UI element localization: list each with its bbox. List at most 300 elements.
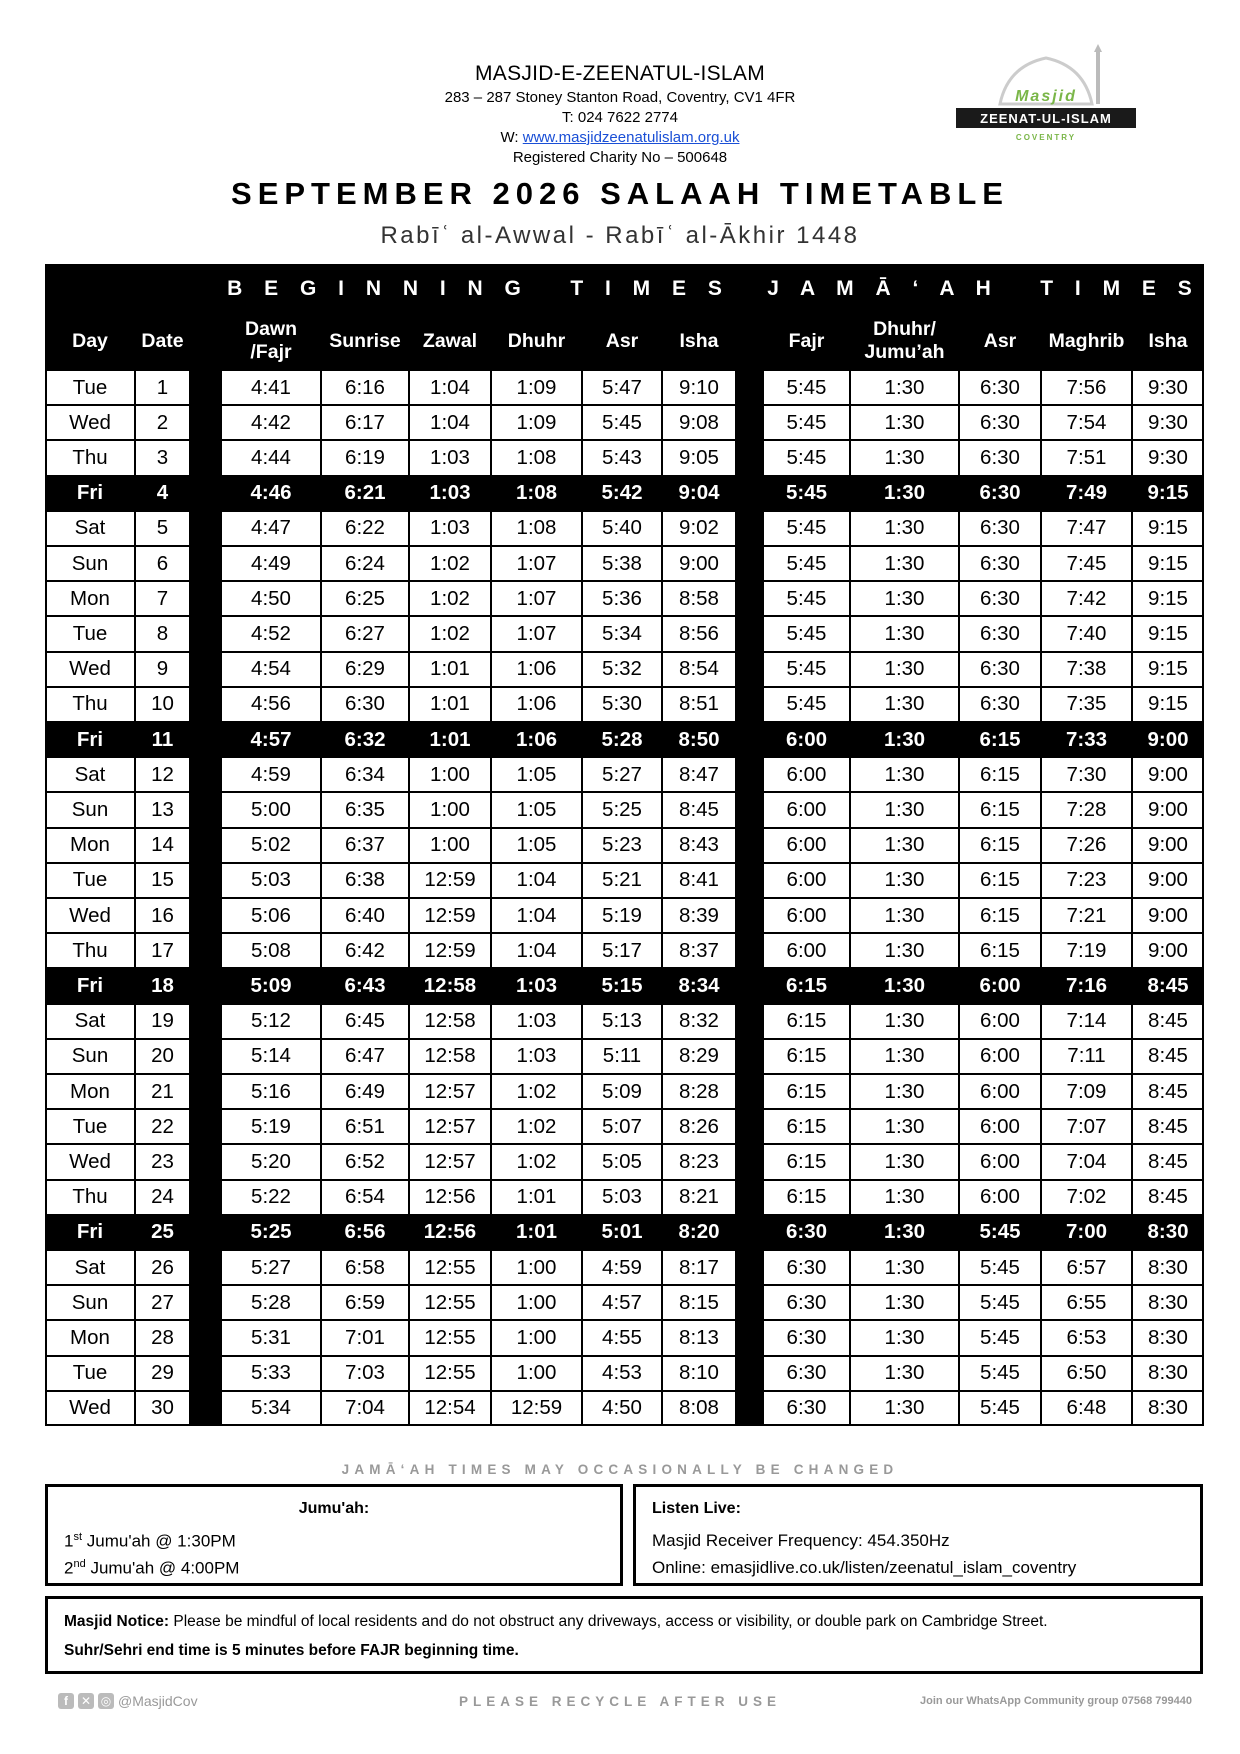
time-cell: 7:21	[1041, 898, 1132, 933]
jumuah-title: Jumu'ah:	[298, 1500, 370, 1517]
time-cell: 1:30	[850, 1144, 959, 1179]
time-cell: 4:47	[221, 511, 321, 546]
jumuah-first-num: 1	[64, 1531, 74, 1551]
time-cell: 8:10	[662, 1356, 736, 1391]
time-cell: 9:00	[1132, 757, 1204, 792]
row-day: Fri	[45, 722, 135, 757]
col-header-11: Maghrib	[1041, 312, 1132, 370]
time-cell: 6:34	[321, 757, 409, 792]
time-cell: 7:19	[1041, 933, 1132, 968]
time-cell: 12:56	[409, 1180, 491, 1215]
row-day: Wed	[45, 652, 135, 687]
time-cell: 6:30	[959, 546, 1041, 581]
time-cell: 7:23	[1041, 863, 1132, 898]
time-cell: 7:40	[1041, 616, 1132, 651]
time-cell: 5:38	[582, 546, 662, 581]
time-cell: 6:52	[321, 1144, 409, 1179]
time-cell: 5:45	[959, 1356, 1041, 1391]
time-cell: 6:00	[959, 1144, 1041, 1179]
time-cell: 9:04	[662, 476, 736, 511]
listen-online: Online: emasjidlive.co.uk/listen/zeenatul_islam_coventry	[652, 1558, 1077, 1577]
listen-frequency: Masjid Receiver Frequency: 454.350Hz	[652, 1531, 950, 1550]
mosque-name: MASJID-E-ZEENATUL-ISLAM	[474, 62, 766, 85]
time-cell: 5:45	[763, 546, 850, 581]
row-date: 23	[135, 1144, 190, 1179]
time-cell: 7:11	[1041, 1039, 1132, 1074]
time-cell: 12:58	[409, 1039, 491, 1074]
time-cell: 4:55	[582, 1320, 662, 1355]
col-header-3: Sunrise	[321, 312, 409, 370]
time-cell: 1:30	[850, 440, 959, 475]
time-cell: 6:24	[321, 546, 409, 581]
time-cell: 5:25	[582, 792, 662, 827]
time-cell: 7:42	[1041, 581, 1132, 616]
time-cell: 7:38	[1041, 652, 1132, 687]
time-cell: 12:58	[409, 1004, 491, 1039]
time-cell: 8:51	[662, 687, 736, 722]
time-cell: 5:45	[763, 616, 850, 651]
time-cell: 8:23	[662, 1144, 736, 1179]
time-cell: 1:00	[491, 1356, 582, 1391]
group-beginning-times: B E G I N N I N G T I M E S	[221, 264, 736, 312]
time-cell: 7:30	[1041, 757, 1132, 792]
time-cell: 8:29	[662, 1039, 736, 1074]
time-cell: 8:45	[1132, 1109, 1204, 1144]
time-cell: 7:56	[1041, 370, 1132, 405]
time-cell: 1:06	[491, 687, 582, 722]
row-date: 30	[135, 1391, 190, 1426]
time-cell: 9:00	[1132, 898, 1204, 933]
time-cell: 6:30	[763, 1320, 850, 1355]
row-day: Sat	[45, 1250, 135, 1285]
time-cell: 8:39	[662, 898, 736, 933]
time-cell: 5:45	[763, 687, 850, 722]
col-header-8: Fajr	[763, 312, 850, 370]
time-cell: 7:03	[321, 1356, 409, 1391]
time-cell: 5:45	[959, 1391, 1041, 1426]
time-cell: 5:11	[582, 1039, 662, 1074]
time-cell: 6:59	[321, 1285, 409, 1320]
jumuah-second-num: 2	[64, 1558, 74, 1578]
time-cell: 4:50	[582, 1391, 662, 1426]
time-cell: 6:30	[959, 687, 1041, 722]
time-cell: 4:57	[221, 722, 321, 757]
col-header-5: Dhuhr	[491, 312, 582, 370]
time-cell: 1:03	[409, 440, 491, 475]
time-cell: 5:19	[582, 898, 662, 933]
time-cell: 6:15	[763, 968, 850, 1003]
time-cell: 6:00	[763, 792, 850, 827]
time-cell: 6:37	[321, 828, 409, 863]
time-cell: 1:30	[850, 1039, 959, 1074]
time-cell: 1:30	[850, 1250, 959, 1285]
time-cell: 8:20	[662, 1215, 736, 1250]
time-cell: 8:47	[662, 757, 736, 792]
time-cell: 8:32	[662, 1004, 736, 1039]
row-day: Thu	[45, 440, 135, 475]
row-date: 17	[135, 933, 190, 968]
time-cell: 6:15	[763, 1144, 850, 1179]
time-cell: 1:30	[850, 511, 959, 546]
row-day: Mon	[45, 828, 135, 863]
time-cell: 4:59	[221, 757, 321, 792]
time-cell: 7:14	[1041, 1004, 1132, 1039]
col-header-4: Zawal	[409, 312, 491, 370]
time-cell: 5:25	[221, 1215, 321, 1250]
time-cell: 7:45	[1041, 546, 1132, 581]
row-date: 9	[135, 652, 190, 687]
row-date: 7	[135, 581, 190, 616]
time-cell: 6:43	[321, 968, 409, 1003]
row-date: 8	[135, 616, 190, 651]
recycle-note: PLEASE RECYCLE AFTER USE	[458, 1694, 782, 1709]
time-cell: 1:08	[491, 476, 582, 511]
group-spacer-left	[190, 264, 221, 1426]
time-cell: 8:45	[1132, 1074, 1204, 1109]
row-date: 27	[135, 1285, 190, 1320]
time-cell: 4:50	[221, 581, 321, 616]
time-cell: 6:30	[959, 616, 1041, 651]
time-cell: 5:33	[221, 1356, 321, 1391]
time-cell: 6:16	[321, 370, 409, 405]
row-date: 11	[135, 722, 190, 757]
time-cell: 1:30	[850, 581, 959, 616]
row-day: Fri	[45, 968, 135, 1003]
time-cell: 6:00	[763, 757, 850, 792]
time-cell: 6:00	[959, 1004, 1041, 1039]
time-cell: 5:05	[582, 1144, 662, 1179]
time-cell: 1:03	[409, 511, 491, 546]
time-cell: 8:28	[662, 1074, 736, 1109]
jamaah-change-note: JAMĀ‘AH TIMES MAY OCCASIONALLY BE CHANGED	[341, 1462, 899, 1477]
time-cell: 5:12	[221, 1004, 321, 1039]
instagram-icon: ◎	[98, 1693, 114, 1709]
time-cell: 6:15	[763, 1180, 850, 1215]
time-cell: 5:09	[221, 968, 321, 1003]
row-date: 1	[135, 370, 190, 405]
time-cell: 9:10	[662, 370, 736, 405]
time-cell: 6:54	[321, 1180, 409, 1215]
time-cell: 9:30	[1132, 370, 1204, 405]
time-cell: 1:04	[491, 933, 582, 968]
time-cell: 12:55	[409, 1250, 491, 1285]
time-cell: 6:32	[321, 722, 409, 757]
x-icon: ✕	[78, 1693, 94, 1709]
time-cell: 6:30	[763, 1215, 850, 1250]
time-cell: 1:03	[491, 1039, 582, 1074]
time-cell: 6:58	[321, 1250, 409, 1285]
time-cell: 6:25	[321, 581, 409, 616]
time-cell: 5:07	[582, 1109, 662, 1144]
col-header-1: Date	[135, 312, 190, 370]
row-day: Mon	[45, 1074, 135, 1109]
time-cell: 12:55	[409, 1320, 491, 1355]
time-cell: 1:30	[850, 370, 959, 405]
time-cell: 5:15	[582, 968, 662, 1003]
time-cell: 1:07	[491, 581, 582, 616]
time-cell: 5:20	[221, 1144, 321, 1179]
row-date: 4	[135, 476, 190, 511]
time-cell: 6:00	[959, 968, 1041, 1003]
time-cell: 7:35	[1041, 687, 1132, 722]
time-cell: 6:00	[959, 1180, 1041, 1215]
time-cell: 6:00	[763, 933, 850, 968]
time-cell: 9:15	[1132, 581, 1204, 616]
time-cell: 7:02	[1041, 1180, 1132, 1215]
time-cell: 1:30	[850, 933, 959, 968]
time-cell: 1:30	[850, 792, 959, 827]
time-cell: 8:17	[662, 1250, 736, 1285]
time-cell: 6:38	[321, 863, 409, 898]
row-day: Mon	[45, 1320, 135, 1355]
row-day: Sat	[45, 511, 135, 546]
facebook-icon: f	[58, 1693, 74, 1709]
time-cell: 5:30	[582, 687, 662, 722]
time-cell: 12:55	[409, 1285, 491, 1320]
time-cell: 9:15	[1132, 652, 1204, 687]
time-cell: 5:34	[582, 616, 662, 651]
listen-title: Listen Live:	[652, 1500, 741, 1517]
time-cell: 4:59	[582, 1250, 662, 1285]
time-cell: 1:01	[409, 687, 491, 722]
time-cell: 6:27	[321, 616, 409, 651]
time-cell: 1:07	[491, 616, 582, 651]
time-cell: 5:27	[221, 1250, 321, 1285]
time-cell: 8:30	[1132, 1285, 1204, 1320]
time-cell: 9:02	[662, 511, 736, 546]
time-cell: 1:05	[491, 828, 582, 863]
time-cell: 6:15	[959, 898, 1041, 933]
time-cell: 6:30	[959, 440, 1041, 475]
time-cell: 6:15	[763, 1004, 850, 1039]
time-cell: 6:30	[763, 1391, 850, 1426]
time-cell: 1:30	[850, 968, 959, 1003]
time-cell: 1:30	[850, 722, 959, 757]
time-cell: 6:30	[959, 405, 1041, 440]
time-cell: 9:00	[1132, 722, 1204, 757]
row-day: Tue	[45, 616, 135, 651]
jumuah-first-sup: st	[73, 1531, 83, 1543]
row-date: 20	[135, 1039, 190, 1074]
timetable	[45, 264, 1205, 1426]
time-cell: 7:49	[1041, 476, 1132, 511]
col-header-7: Isha	[662, 312, 736, 370]
logo-top-text: Masjid	[1015, 88, 1077, 105]
time-cell: 5:45	[959, 1285, 1041, 1320]
time-cell: 1:30	[850, 1215, 959, 1250]
time-cell: 4:41	[221, 370, 321, 405]
time-cell: 12:58	[409, 968, 491, 1003]
time-cell: 9:15	[1132, 511, 1204, 546]
social-handle-text: @MasjidCov	[118, 1693, 198, 1709]
website-link[interactable]: www.masjidzeenatulislam.org.uk	[522, 129, 740, 146]
notice-label: Masjid Notice:	[64, 1613, 170, 1630]
time-cell: 8:34	[662, 968, 736, 1003]
masjid-notice-box	[45, 1596, 1203, 1674]
whatsapp-note: Join our WhatsApp Community group 07568 799440	[919, 1695, 1192, 1707]
row-date: 12	[135, 757, 190, 792]
time-cell: 9:15	[1132, 476, 1204, 511]
time-cell: 5:03	[221, 863, 321, 898]
time-cell: 1:00	[409, 792, 491, 827]
time-cell: 9:05	[662, 440, 736, 475]
time-cell: 1:02	[491, 1074, 582, 1109]
time-cell: 6:30	[959, 370, 1041, 405]
time-cell: 8:37	[662, 933, 736, 968]
time-cell: 6:30	[763, 1356, 850, 1391]
time-cell: 6:00	[763, 863, 850, 898]
time-cell: 6:42	[321, 933, 409, 968]
time-cell: 1:30	[850, 546, 959, 581]
row-date: 2	[135, 405, 190, 440]
time-cell: 6:56	[321, 1215, 409, 1250]
time-cell: 6:45	[321, 1004, 409, 1039]
time-cell: 1:02	[491, 1109, 582, 1144]
time-cell: 6:30	[763, 1250, 850, 1285]
notice-line	[64, 1613, 1048, 1631]
row-date: 18	[135, 968, 190, 1003]
time-cell: 12:59	[491, 1391, 582, 1426]
time-cell: 1:02	[409, 546, 491, 581]
logo-main-text: ZEENAT-UL-ISLAM	[980, 111, 1112, 126]
time-cell: 6:00	[959, 1074, 1041, 1109]
time-cell: 1:04	[491, 863, 582, 898]
time-cell: 1:02	[409, 581, 491, 616]
time-cell: 4:46	[221, 476, 321, 511]
time-cell: 1:30	[850, 828, 959, 863]
time-cell: 5:01	[582, 1215, 662, 1250]
time-cell: 9:08	[662, 405, 736, 440]
time-cell: 6:35	[321, 792, 409, 827]
row-day: Fri	[45, 1215, 135, 1250]
time-cell: 12:55	[409, 1356, 491, 1391]
row-day: Sat	[45, 1004, 135, 1039]
time-cell: 8:30	[1132, 1215, 1204, 1250]
time-cell: 9:00	[1132, 792, 1204, 827]
row-date: 13	[135, 792, 190, 827]
time-cell: 4:49	[221, 546, 321, 581]
header	[0, 60, 1240, 170]
time-cell: 4:53	[582, 1356, 662, 1391]
row-day: Wed	[45, 1391, 135, 1426]
time-cell: 5:28	[582, 722, 662, 757]
time-cell: 6:30	[959, 476, 1041, 511]
time-cell: 1:01	[409, 652, 491, 687]
time-cell: 8:45	[1132, 1144, 1204, 1179]
time-cell: 6:22	[321, 511, 409, 546]
time-cell: 9:15	[1132, 687, 1204, 722]
time-cell: 1:30	[850, 687, 959, 722]
charity-number: Registered Charity No – 500648	[512, 149, 728, 166]
time-cell: 1:01	[409, 722, 491, 757]
time-cell: 7:00	[1041, 1215, 1132, 1250]
row-day: Sun	[45, 546, 135, 581]
time-cell: 6:15	[763, 1039, 850, 1074]
time-cell: 5:45	[582, 405, 662, 440]
time-cell: 7:09	[1041, 1074, 1132, 1109]
time-cell: 8:43	[662, 828, 736, 863]
time-cell: 7:33	[1041, 722, 1132, 757]
time-cell: 5:45	[763, 405, 850, 440]
time-cell: 6:29	[321, 652, 409, 687]
time-cell: 1:30	[850, 652, 959, 687]
time-cell: 1:08	[491, 440, 582, 475]
time-cell: 6:49	[321, 1074, 409, 1109]
time-cell: 6:30	[321, 687, 409, 722]
time-cell: 9:15	[1132, 546, 1204, 581]
row-date: 29	[135, 1356, 190, 1391]
time-cell: 12:57	[409, 1144, 491, 1179]
time-cell: 4:42	[221, 405, 321, 440]
time-cell: 5:14	[221, 1039, 321, 1074]
time-cell: 5:13	[582, 1004, 662, 1039]
time-cell: 12:56	[409, 1215, 491, 1250]
time-cell: 5:45	[763, 581, 850, 616]
time-cell: 5:32	[582, 652, 662, 687]
time-cell: 5:27	[582, 757, 662, 792]
jumuah-box	[45, 1484, 623, 1586]
listen-live-box	[633, 1484, 1203, 1586]
time-cell: 6:48	[1041, 1391, 1132, 1426]
website-prefix: W:	[500, 129, 523, 146]
time-cell: 5:17	[582, 933, 662, 968]
time-cell: 8:26	[662, 1109, 736, 1144]
time-cell: 6:30	[959, 652, 1041, 687]
row-day: Mon	[45, 581, 135, 616]
time-cell: 5:19	[221, 1109, 321, 1144]
group-jamaah-times: J A M Ā ‘ A H T I M E S	[763, 264, 1204, 312]
time-cell: 8:41	[662, 863, 736, 898]
time-cell: 12:57	[409, 1109, 491, 1144]
time-cell: 1:30	[850, 1285, 959, 1320]
time-cell: 8:15	[662, 1285, 736, 1320]
time-cell: 1:05	[491, 757, 582, 792]
row-date: 28	[135, 1320, 190, 1355]
time-cell: 7:51	[1041, 440, 1132, 475]
time-cell: 1:30	[850, 405, 959, 440]
suhr-note: Suhr/Sehri end time is 5 minutes before FAJR beginning time.	[64, 1642, 519, 1659]
time-cell: 1:30	[850, 1180, 959, 1215]
time-cell: 5:02	[221, 828, 321, 863]
time-cell: 5:34	[221, 1391, 321, 1426]
time-cell: 1:00	[491, 1285, 582, 1320]
time-cell: 6:15	[763, 1074, 850, 1109]
time-cell: 12:59	[409, 933, 491, 968]
header-blank	[45, 264, 190, 312]
row-day: Thu	[45, 687, 135, 722]
time-cell: 12:54	[409, 1391, 491, 1426]
time-cell: 4:44	[221, 440, 321, 475]
time-cell: 5:45	[763, 511, 850, 546]
time-cell: 7:04	[321, 1391, 409, 1426]
time-cell: 8:30	[1132, 1320, 1204, 1355]
time-cell: 6:15	[959, 792, 1041, 827]
notice-text: Please be mindful of local residents and do not obstruct any driveways, access or visibility, or double park on Cambridge Street.	[169, 1613, 1048, 1630]
time-cell: 9:30	[1132, 440, 1204, 475]
time-cell: 5:06	[221, 898, 321, 933]
row-date: 22	[135, 1109, 190, 1144]
time-cell: 1:01	[491, 1180, 582, 1215]
jumuah-second-sup: nd	[73, 1558, 86, 1570]
row-day: Sun	[45, 1039, 135, 1074]
time-cell: 7:28	[1041, 792, 1132, 827]
col-header-12: Isha	[1132, 312, 1204, 370]
hijri-months: Rabīʿ al-Awwal - Rabīʿ al-Ākhir 1448	[380, 222, 860, 249]
row-day: Wed	[45, 1144, 135, 1179]
time-cell: 4:52	[221, 616, 321, 651]
row-date: 21	[135, 1074, 190, 1109]
page-title: SEPTEMBER 2026 SALAAH TIMETABLE	[231, 176, 1009, 211]
